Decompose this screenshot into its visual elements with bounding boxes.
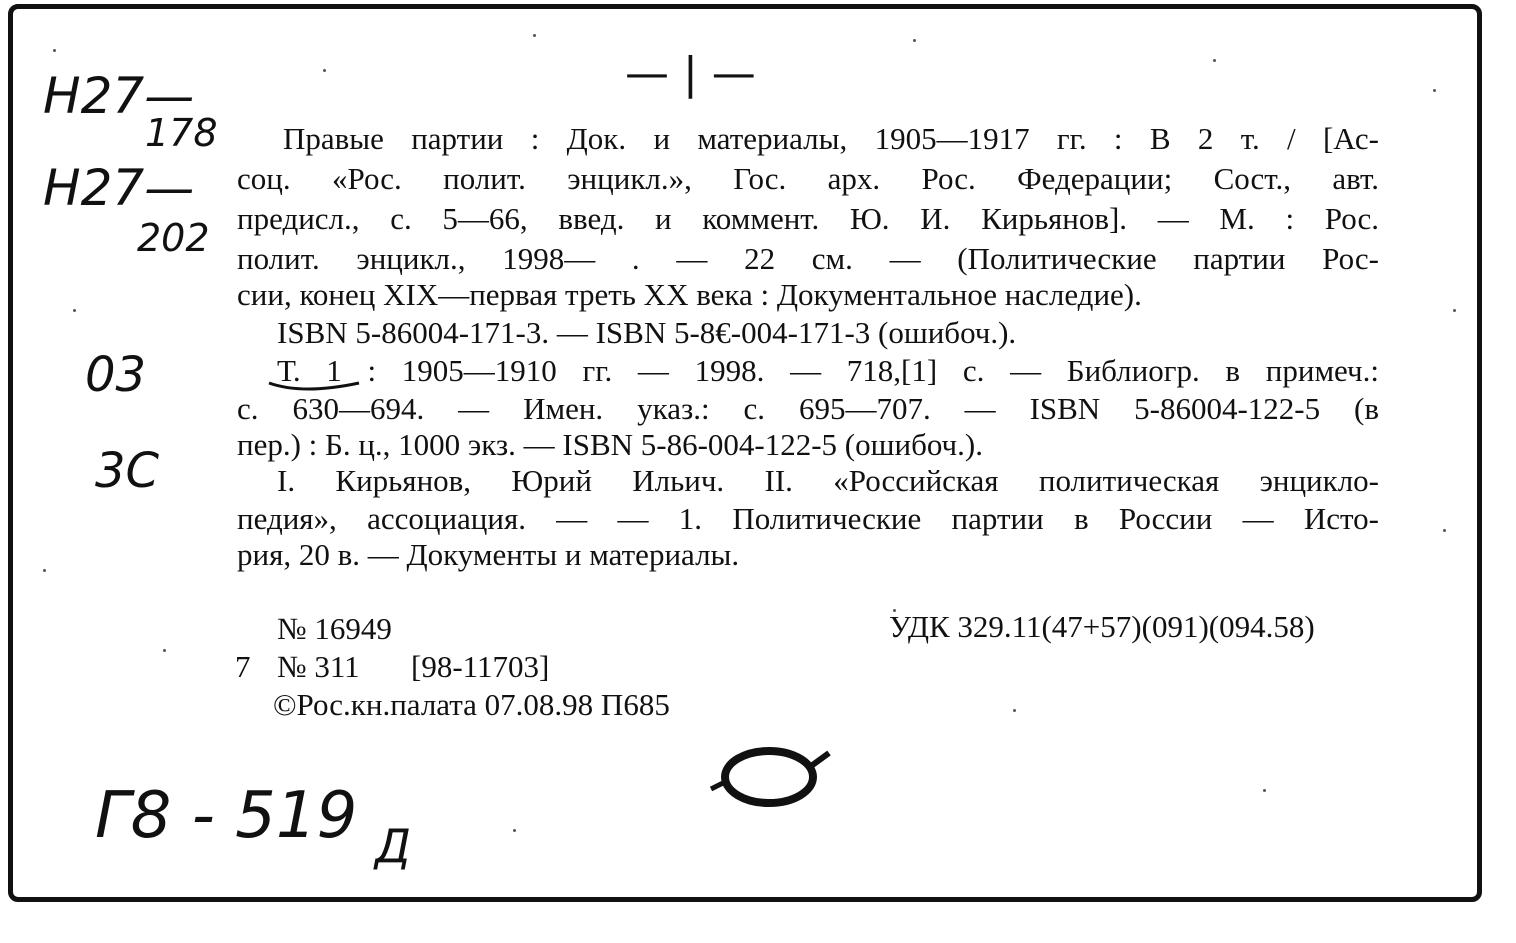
volume-line-2: с. 630—694. — Имен. указ.: с. 695—707. — ISBN 5-86004-122-5 (в xyxy=(237,391,1379,426)
tracing-line-2: педия», ассоциация. — — 1. Политические партии в России — Исто- xyxy=(237,501,1379,536)
entry-line-5: сии, конец XIX—первая треть XX века : Документальное наследие). xyxy=(237,277,1142,312)
handwritten-shelfmark-2-sub: 202 xyxy=(137,216,210,260)
tracing-line-3: рия, 20 в. — Документы и материалы. xyxy=(237,537,740,572)
entry-line-3: предисл., с. 5—66, введ. и коммент. Ю. И. Кирьянов]. — М. : Рос. xyxy=(237,201,1379,236)
isbn-line: ISBN 5-86004-171-3. — ISBN 5-8€-004-171-3 (ошибоч.). xyxy=(277,315,1017,350)
scan-speck xyxy=(53,49,56,52)
scan-speck xyxy=(513,829,516,832)
punch-hole-mark xyxy=(703,729,853,819)
scan-speck xyxy=(323,69,326,72)
handwritten-shelfmark-2: Н27— xyxy=(43,159,195,217)
record-number: № 311 xyxy=(277,649,360,684)
handwritten-mark-3c: 3С xyxy=(95,443,160,499)
entry-line-4: полит. энцикл., 1998— . — 22 см. — (Политические партии Рос- xyxy=(237,241,1379,276)
handwritten-mark-03: 03 xyxy=(85,347,147,403)
scan-speck xyxy=(1443,529,1446,532)
entry-line-2: соц. «Рос. полит. энцикл.», Гос. арх. Рос. Федерации; Сост., авт. xyxy=(237,161,1379,196)
tracing-line-1: I. Кирьянов, Юрий Ильич. II. «Российская политическая энцикло- xyxy=(277,463,1379,498)
scan-speck xyxy=(73,309,76,312)
catalog-card xyxy=(8,4,1482,902)
scan-speck xyxy=(1453,309,1456,312)
registration-bracket: [98-11703] xyxy=(411,649,550,684)
card-number: № 16949 xyxy=(277,611,392,646)
footer-prefix: 7 xyxy=(235,649,251,684)
volume-line-3: пер.) : Б. ц., 1000 экз. — ISBN 5-86-004-122-5 (ошибоч.). xyxy=(237,427,983,462)
handwritten-bottom-suffix: Д xyxy=(375,819,411,873)
page-marker: — | — xyxy=(625,48,756,99)
scan-speck xyxy=(1433,89,1436,92)
scan-speck xyxy=(533,34,536,37)
handwritten-shelfmark-1-sub: 178 xyxy=(145,111,218,155)
handwritten-bottom-shelfmark: Г8 - 519 xyxy=(95,779,358,853)
handwritten-shelfmark-1: Н27— xyxy=(43,67,195,125)
scan-speck xyxy=(163,649,166,652)
scan-speck xyxy=(43,569,46,572)
volume-line-1: Т. 1 : 1905—1910 гг. — 1998. — 718,[1] с. — Библиогр. в примеч.: xyxy=(277,353,1379,388)
scan-speck xyxy=(1213,59,1216,62)
entry-line-1: Правые партии : Док. и материалы, 1905—1917 гг. : В 2 т. / [Ас- xyxy=(283,121,1379,156)
scan-speck xyxy=(1263,789,1266,792)
udk-code: УДК 329.11(47+57)(091)(094.58) xyxy=(889,609,1315,644)
copyright-line: ©Рос.кн.палата 07.08.98 П685 xyxy=(273,687,670,722)
scan-speck xyxy=(913,39,916,42)
scan-speck xyxy=(1013,709,1016,712)
handwritten-underline xyxy=(263,369,383,399)
